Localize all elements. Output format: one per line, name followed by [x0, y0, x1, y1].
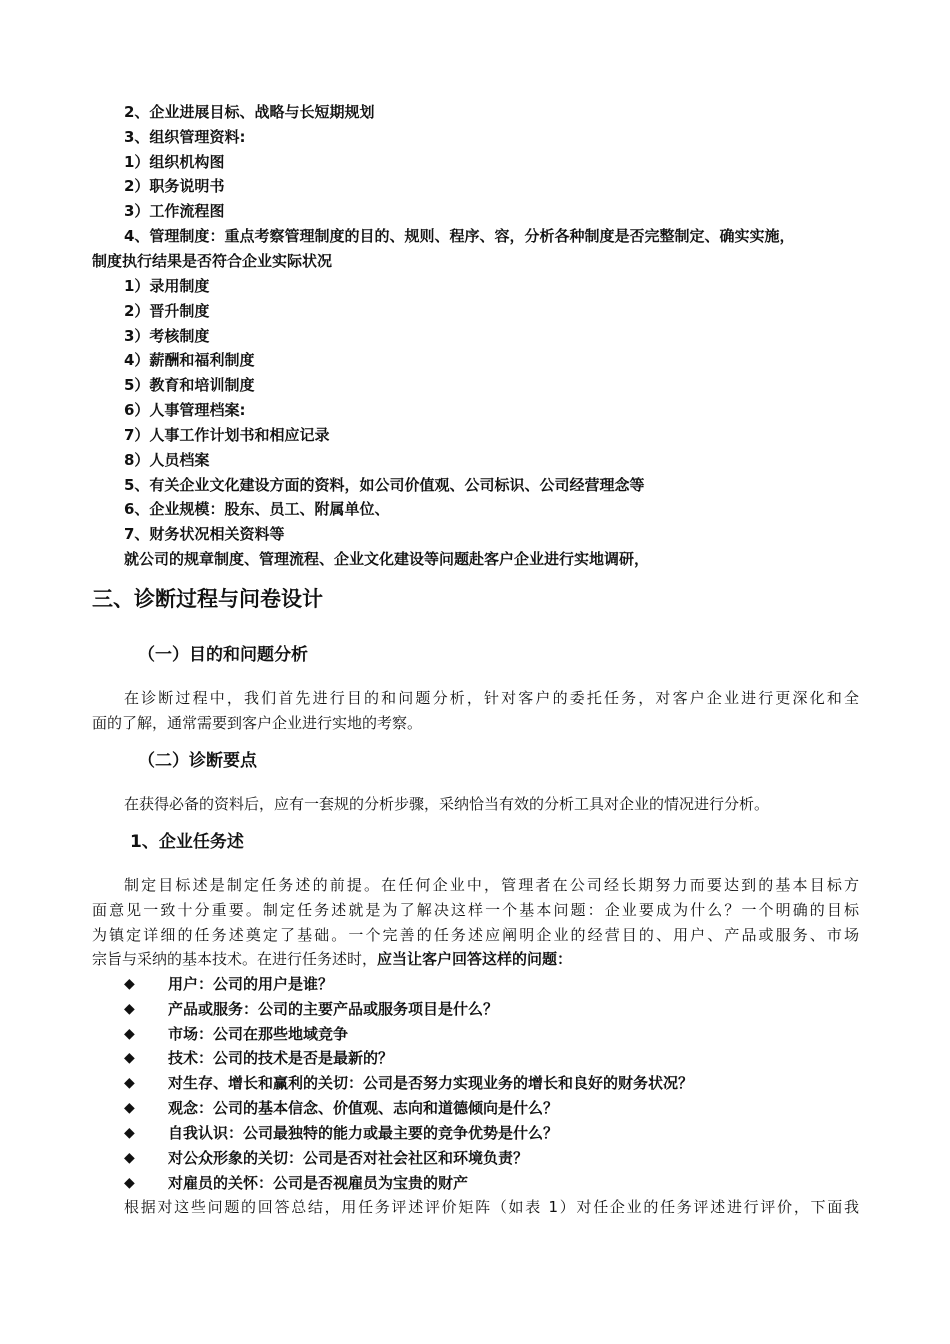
paragraph-text: 宗旨与采纳的基本技术。在进行任务述时，: [92, 950, 378, 968]
diamond-bullet-icon: ◆: [124, 1125, 135, 1141]
list-item: 3）考核制度: [124, 327, 210, 345]
paragraph-line: 为镇定详细的任务述奠定了基础。一个完善的任务述应阐明企业的经营目的、用户、产品或服务、市场: [92, 926, 859, 944]
list-item: 就公司的规章制度、管理流程、企业文化建设等问题赴客户企业进行实地调研，: [124, 550, 650, 568]
paragraph-line: 根据对这些问题的回答总结，用任务评述评价矩阵（如表 1）对任企业的任务评述进行评价，下面我: [124, 1198, 859, 1216]
list-item: 2）晋升制度: [124, 302, 210, 320]
paragraph-line: 面的了解，通常需要到客户企业进行实地的考察。: [92, 714, 423, 732]
list-item: 4）薪酬和福利制度: [124, 351, 255, 369]
diamond-bullet-icon: ◆: [124, 1050, 135, 1066]
list-item: 7）人事工作计划书和相应记录: [124, 426, 330, 444]
subsection-heading: 1、企业任务述: [130, 832, 244, 852]
question-item: 技术：公司的技术是否是最新的？: [168, 1049, 394, 1067]
list-item: 7、财务状况相关资料等: [124, 525, 285, 543]
diamond-bullet-icon: ◆: [124, 1001, 135, 1017]
list-item: 6）人事管理档案:: [124, 401, 246, 419]
list-item: 1）组织机构图: [124, 153, 225, 171]
list-item: 3）工作流程图: [124, 202, 225, 220]
paragraph-emphasis: 应当让客户回答这样的问题：: [377, 950, 573, 968]
list-item-continuation: 制度执行结果是否符合企业实际状况: [92, 252, 333, 270]
list-item: 5、有关企业文化建设方面的资料，如公司价值观、公司标识、公司经营理念等: [124, 476, 645, 494]
question-item: 市场：公司在那些地域竞争: [168, 1025, 349, 1043]
question-item: 对公众形象的关切：公司是否对社会社区和环境负责？: [168, 1149, 529, 1167]
question-item: 产品或服务：公司的主要产品或服务项目是什么？: [168, 1000, 499, 1018]
paragraph-line: 在诊断过程中，我们首先进行目的和问题分析，针对客户的委托任务，对客户企业进行更深化和全: [124, 689, 859, 707]
paragraph-line: 在获得必备的资料后，应有一套规的分析步骤，采纳恰当有效的分析工具对企业的情况进行分析。: [124, 795, 770, 813]
list-item: 8）人员档案: [124, 451, 210, 469]
diamond-bullet-icon: ◆: [124, 1100, 135, 1116]
question-item: 对雇员的关怀：公司是否视雇员为宝贵的财产: [168, 1174, 469, 1192]
section-heading: 三、诊断过程与问卷设计: [92, 587, 323, 611]
list-item: 5）教育和培训制度: [124, 376, 255, 394]
question-item: 观念：公司的基本信念、价值观、志向和道德倾向是什么？: [168, 1099, 559, 1117]
list-item: 1）录用制度: [124, 277, 210, 295]
paragraph-line: [92, 947, 572, 971]
list-item: 6、企业规模：股东、员工、附属单位、: [124, 500, 390, 518]
list-item: 2）职务说明书: [124, 177, 225, 195]
question-item: 对生存、增长和赢利的关切：公司是否努力实现业务的增长和良好的财务状况？: [168, 1074, 694, 1092]
question-item: 用户：公司的用户是谁？: [168, 975, 334, 993]
list-item: 2、企业进展目标、战略与长短期规划: [124, 103, 375, 121]
paragraph-line: 制定目标述是制定任务述的前提。在任何企业中，管理者在公司经长期努力而要达到的基本目标方: [124, 876, 859, 894]
diamond-bullet-icon: ◆: [124, 1175, 135, 1191]
diamond-bullet-icon: ◆: [124, 1075, 135, 1091]
paragraph-line: 面意见一致十分重要。制定任务述就是为了解决这样一个基本问题：企业要成为什么？一个明确的目标: [92, 901, 859, 919]
question-item: 自我认识：公司最独特的能力或最主要的竞争优势是什么？: [168, 1124, 559, 1142]
diamond-bullet-icon: ◆: [124, 1150, 135, 1166]
list-item: 3、组织管理资料:: [124, 128, 246, 146]
list-item: 4、管理制度：重点考察管理制度的目的、规则、程序、容，分析各种制度是否完整制定、确实实施，: [124, 227, 795, 245]
subsection-heading: （一）目的和问题分析: [138, 645, 308, 665]
diamond-bullet-icon: ◆: [124, 976, 135, 992]
diamond-bullet-icon: ◆: [124, 1026, 135, 1042]
subsection-heading: （二）诊断要点: [138, 751, 257, 771]
